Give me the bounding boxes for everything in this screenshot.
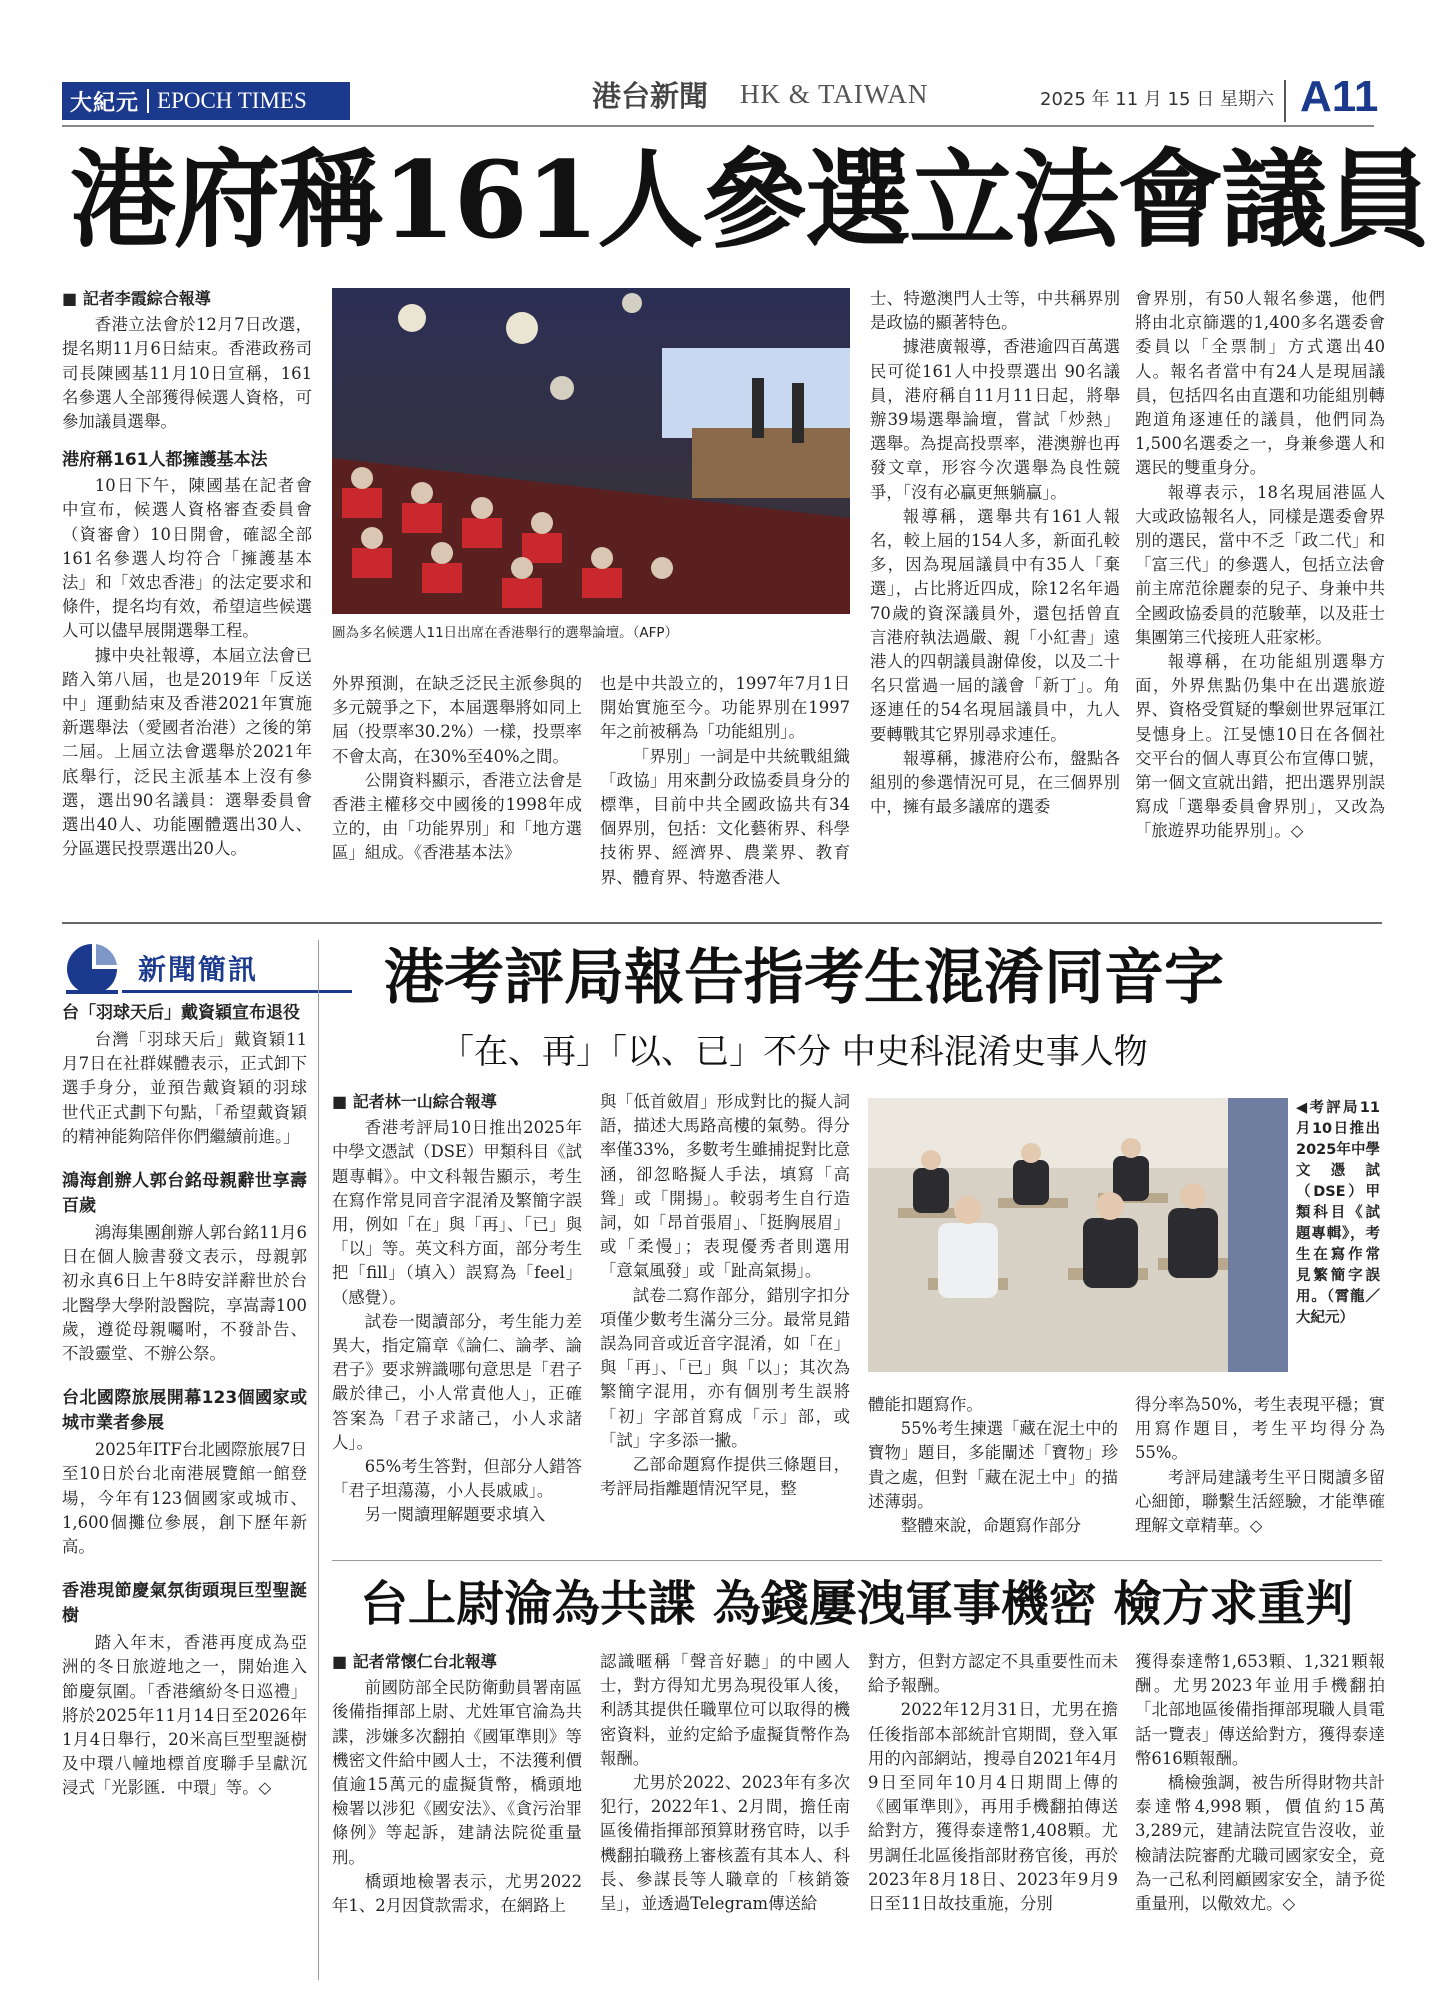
story1-paragraph: 據港廣報導，香港逾四百萬選民可從161人中投票選出 90名議員，港府稱自11月11日起，將舉辦39場選舉論壇，嘗試「炒熱」選舉。為提高投票率，港澳辦也再發文章，形容今次選舉為良性競爭，「沒有必贏更無躺贏」。 — [870, 337, 1120, 502]
brief-item — [62, 1001, 307, 1149]
story1-column-5 — [1135, 287, 1385, 844]
story1-column-1 — [62, 287, 312, 861]
story3-column-1 — [332, 1650, 582, 1918]
story2-byline: ■ 記者林一山綜合報導 — [332, 1092, 497, 1111]
story2-paragraph: 整體來說，命題寫作部分 — [900, 1516, 1082, 1536]
publication-logo — [62, 82, 350, 120]
story1-paragraph: 會界別，有50人報名參選，他們將由北京篩選的1,400多名選委會委員以「全票制」方式選出40人。報名者當中有24人是現屆議員，包括四名由直選和功能組別轉跑道角逐連任的議員，他們同為1,500名選委之一，身兼參選人和選民的雙重身分。 — [1135, 289, 1385, 478]
brief-body: 台灣「羽球天后」戴資穎11月7日在社群媒體表示，正式卸下選手身分，並預告戴資穎的羽球世代正式劃下句點，「希望戴資穎的精神能夠陪伴你們繼續前進。」 — [62, 1030, 307, 1146]
story2-paragraph: 試卷一閱讀部分，考生能力差異大，指定篇章《論仁、論孝、論君子》要求辨識哪句意思是「君子嚴於律己，小人常責他人」，正確答案為「君子求諸己，小人求諸人」。 — [332, 1311, 582, 1452]
story1-column-3 — [600, 672, 850, 890]
brief-body: 鴻海集團創辦人郭台銘11月6日在個人臉書發文表示，母親郭初永真6日上午8時安詳辭世於台北醫學大學附設醫院，享嵩壽100歲，遵從母親囑咐，不發訃告、不設靈堂、不辦公祭。 — [62, 1223, 307, 1364]
brief-item — [62, 1579, 307, 1800]
story2-column-1 — [332, 1090, 582, 1528]
story2-paragraph: 得分率為50%，考生表現平穩；實用寫作題目，考生平均得分為55%。 — [1135, 1395, 1385, 1463]
page-number: A11 — [1300, 72, 1379, 121]
story2-paragraph: 試卷二寫作部分，錯別字扣分項僅少數考生滿分三分。最常見錯誤為同音或近音字混淆，如「在」與「再」、「已」與「以」；其次為繁簡字混用，亦有個別考生誤將「初」字部首寫成「示」部，或「試」字多添一撇。 — [600, 1285, 850, 1450]
story1-subhead: 港府稱161人都擁護基本法 — [62, 450, 268, 471]
story3-paragraph: 對方，但對方認定不具重要性而未給予報酬。 — [868, 1652, 1118, 1696]
story3-paragraph: 尤男於2022、2023年有多次犯行，2022年1、2月間，擔任南區後備指揮部預算財務官時，以手機翻拍職務上審核蓋有其本人、科長、參謀長等人職章的「核銷簽呈」，並透過Telegram傳送給 — [600, 1773, 850, 1914]
briefs-list — [62, 985, 307, 1801]
briefs-divider — [318, 940, 319, 1980]
story1-bottom-rule — [62, 922, 1382, 924]
story2-subheadline: 「在、再」「以、已」不分 中史科混淆史事人物 — [440, 1032, 1148, 1072]
story3-column-3 — [868, 1650, 1118, 1916]
story1-byline: ■ 記者李霞綜合報導 — [62, 289, 211, 308]
briefs-title: 新聞簡訊 — [138, 953, 259, 986]
story3-paragraph: 獲得泰達幣1,653顆、1,321顆報酬。尤男2023年並用手機翻拍「北部地區後備指揮部現職人員電話一覽表」傳送給對方，獲得泰達幣616顆報酬。 — [1135, 1652, 1385, 1768]
issue-date: 2025 年 11 月 15 日 星期六 — [1040, 89, 1274, 110]
story1-paragraph: 也是中共設立的，1997年7月1日開始實施至今。功能界別在1997年之前被稱為「功能組別」。 — [600, 674, 850, 742]
story3-paragraph: 前國防部全民防衛動員署南區後備指揮部上尉、尤姓軍官淪為共諜，涉嫌多次翻拍《國軍準則》等機密文件給中國人士，不法獲利價值逾15萬元的虛擬貨幣，橋頭地檢署以涉犯《國安法》、《貪污治罪條例》等起訴，建請法院從重量刑。 — [332, 1678, 582, 1867]
forum-photo — [332, 288, 850, 614]
story3-column-4 — [1135, 1650, 1385, 1916]
story2-bottom-rule — [332, 1560, 1382, 1561]
story2-paragraph: 55%考生揀選「藏在泥土中的寶物」題目，多能闡述「寶物」珍貴之處，但對「藏在泥土中」的描述薄弱。 — [868, 1419, 1118, 1511]
story1-paragraph: 報導稱，選舉共有161人報名，較上屆的154人多，新面孔較多，因為現屆議員中有35人「棄選」，占比將近四成，除12名年過70歲的資深議員外，還包括曾直言港府執法過嚴、親「小紅書」遠港人的四朝議員謝偉俊，以及二十名只當過一屆的議會「新丁」。角逐連任的54名現屆議員中，九人要轉戰其它界別尋求連任。 — [870, 506, 1120, 744]
brief-headline: 台「羽球天后」戴資穎宣布退役 — [62, 1003, 300, 1023]
story1-paragraph: 報導表示，18名現屆港區人大或政協報名人，同樣是選委會界別的選民，當中不乏「政二代」和「富三代」的參選人，包括立法會前主席范徐麗泰的兒子、身兼中共全國政協委員的范駿華，以及莊士集團第三代接班人莊家彬。 — [1135, 482, 1385, 647]
exam-photo-caption: ◀考評局11月10日推出2025年中學文憑試（DSE）甲類科目《試題專輯》，考生在寫作常見繁簡字誤用。（霄龍／大紀元） — [1296, 1100, 1380, 1326]
story1-paragraph: 報導稱，據港府公布，盤點各組別的參選情況可見，在三個界別中，擁有最多議席的選委 — [870, 748, 1120, 817]
section-title-english: HK & TAIWAN — [740, 79, 929, 109]
brief-headline: 台北國際旅展開幕123個國家或城市業者參展 — [62, 1388, 307, 1434]
story3-paragraph: 2022年12月31日，尤男在擔任後指部本部統計官期間，登入軍用的內部網站，搜尋自2021年4月9日至同年10月4日期間上傳的《國軍準則》，再用手機翻拍傳送給對方，獲得泰達幣1,408顆。尤男調任北區後指部財務官後，再於2023年8月18日、2023年9月9日至11日故技重施，分別 — [868, 1700, 1118, 1914]
brief-body: 踏入年末，香港再度成為亞洲的冬日旅遊地之一，開始進入節慶氛圍。「香港繽紛冬日巡禮」將於2025年11月14日至2026年1月4日舉行，20米高巨型聖誕樹及中環八幢地標首度聯手呈獻沉浸式「光影匯．中環」等。◇ — [62, 1633, 307, 1798]
story2-column-3 — [868, 1393, 1118, 1538]
story2-paragraph: 與「低首斂眉」形成對比的擬人詞語，描述大馬路高樓的氣勢。得分率僅33%，多數考生雖捕捉對比意涵，卻忽略擬人手法，填寫「高聳」或「開揚」。較弱考生自行造詞，如「昂首張眉」、「挺胸展眉」或「柔慢」；表現優秀者則選用「意氣風發」或「趾高氣揚」。 — [600, 1092, 850, 1281]
story3-headline: 台上尉淪為共諜 為錢屢洩軍事機密 檢方求重判 — [360, 1576, 1354, 1632]
brief-item — [62, 1386, 307, 1559]
story2-headline: 港考評局報告指考生混淆同音字 — [384, 943, 1224, 1013]
story3-paragraph: 橋頭地檢署表示，尤男2022年1、2月因貸款需求，在網路上 — [332, 1871, 582, 1916]
exam-photo — [868, 1098, 1288, 1372]
story1-paragraph: 10日下午，陳國基在記者會中宣布，候選人資格審查委員會（資審會）10日開會，確認全部161名參選人均符合「擁護基本法」和「效忠香港」的法定要求和條件，提名均有效，希望這些候選人可以儘早展開選舉工程。 — [62, 476, 312, 641]
story2-paragraph: 考評局建議考生平日閱讀多留心細節，聯繫生活經驗，才能準確理解文章精華。◇ — [1135, 1467, 1385, 1536]
story3-paragraph: 橋檢強調，被告所得財物共計泰達幣4,998顆，價值約15萬3,289元，建請法院宣告沒收，並檢請法院審酌尤職司國家安全，竟為一己私利罔顧國家安全，請予從重量刑，以儆效尤。◇ — [1135, 1773, 1385, 1914]
story3-column-2 — [600, 1650, 850, 1916]
story1-paragraph: 士、特邀澳門人士等，中共稱界別是政協的顯著特色。 — [870, 289, 1120, 333]
story2-paragraph: 另一閱讀理解題要求填入 — [364, 1505, 546, 1525]
section-title-chinese: 港台新聞 — [592, 79, 709, 113]
brief-body: 2025年ITF台北國際旅展7日至10日於台北南港展覽館一館登場，今年有123個國家或城市、1,600個攤位參展，創下歷年新高。 — [62, 1440, 307, 1557]
story3-byline: ■ 記者常懷仁台北報導 — [332, 1652, 497, 1671]
masthead-divider — [1284, 80, 1286, 122]
story1-paragraph: 香港立法會於12月7日改選，提名期11月6日結束。香港政務司司長陳國基11月10日宣稱，161名參選人全部獲得候選人資格，可參加議員選舉。 — [62, 315, 312, 432]
story1-paragraph: 據中央社報導，本屆立法會已踏入第八屆，也是2019年「反送中」運動結束及香港2021年實施新選舉法（愛國者治港）之後的第二屆。上屆立法會選舉於2021年底舉行，泛民主派基本上沒有參選，選出90名議員：選舉委員會選出40人、功能團體選出30人、分區選民投票選出20人。 — [62, 645, 312, 859]
story1-column-2 — [332, 672, 582, 866]
story1-column-4 — [870, 287, 1120, 819]
forum-photo-caption: 圖為多名候選人11日出席在香港舉行的選舉論壇。（AFP） — [332, 625, 679, 641]
exam-photo-image — [868, 1098, 1288, 1372]
logo-english: EPOCH TIMES — [157, 88, 307, 113]
story2-paragraph: 65%考生答對，但部分人錯答「君子坦蕩蕩，小人長戚戚」。 — [332, 1457, 582, 1501]
brief-item — [62, 1169, 307, 1366]
story3-paragraph: 認識暱稱「聲音好聽」的中國人士，對方得知尤男為現役軍人後，利誘其提供任職單位可以取得的機密資料，並約定給予虛擬貨幣作為報酬。 — [600, 1652, 850, 1768]
story2-paragraph: 香港考評局10日推出2025年中學文憑試（DSE）甲類科目《試題專輯》。中文科報告顯示，考生在寫作常見同音字混淆及繁簡字誤用，例如「在」與「再」、「已」與「以」等。英文科方面，部分考生把「fill」（填入）誤寫為「feel」（感覺）。 — [332, 1118, 582, 1307]
story1-paragraph: 外界預測，在缺乏泛民主派參與的多元競爭之下，本屆選舉將如同上屆（投票率30.2%）一樣，投票率不會太高，在30%至40%之間。 — [332, 674, 582, 766]
story2-column-2 — [600, 1090, 850, 1501]
brief-headline: 鴻海創辦人郭台銘母親辭世享壽百歲 — [62, 1171, 307, 1217]
masthead-rule — [62, 125, 1374, 127]
story1-paragraph: 公開資料顯示，香港立法會是香港主權移交中國後的1998年成立的，由「功能界別」和「地方選區」組成。《香港基本法》 — [332, 770, 582, 863]
story2-column-4 — [1135, 1393, 1385, 1538]
story1-paragraph: 「界別」一詞是中共統戰組織「政協」用來劃分政協委員身分的標準，目前中共全國政協共有34個界別，包括：文化藝術界、科學技術界、經濟界、農業界、教育界、體育界、特邀香港人 — [600, 746, 850, 887]
forum-photo-image — [332, 288, 850, 614]
story2-paragraph: 體能扣題寫作。 — [868, 1395, 983, 1414]
main-headline: 港府稱161人參選立法會議員 — [70, 137, 1430, 262]
logo-chinese: 大紀元 — [70, 90, 140, 116]
story2-paragraph: 乙部命題寫作提供三條題目，考評局指離題情況罕見，整 — [600, 1455, 850, 1499]
logo-divider — [147, 89, 149, 113]
story1-paragraph: 報導稱，在功能組別選舉方面，外界焦點仍集中在出選旅遊界、資格受質疑的擊劍世界冠軍江旻憓身上。江旻憓10日在各個社交平台的個人專頁公布宣傳口號，第一個文宣就出錯，把出選界別誤寫成「選舉委員會界別」，又改為「旅遊界功能界別」。◇ — [1135, 652, 1385, 841]
brief-headline: 香港現節慶氣氛街頭現巨型聖誕樹 — [62, 1581, 307, 1627]
